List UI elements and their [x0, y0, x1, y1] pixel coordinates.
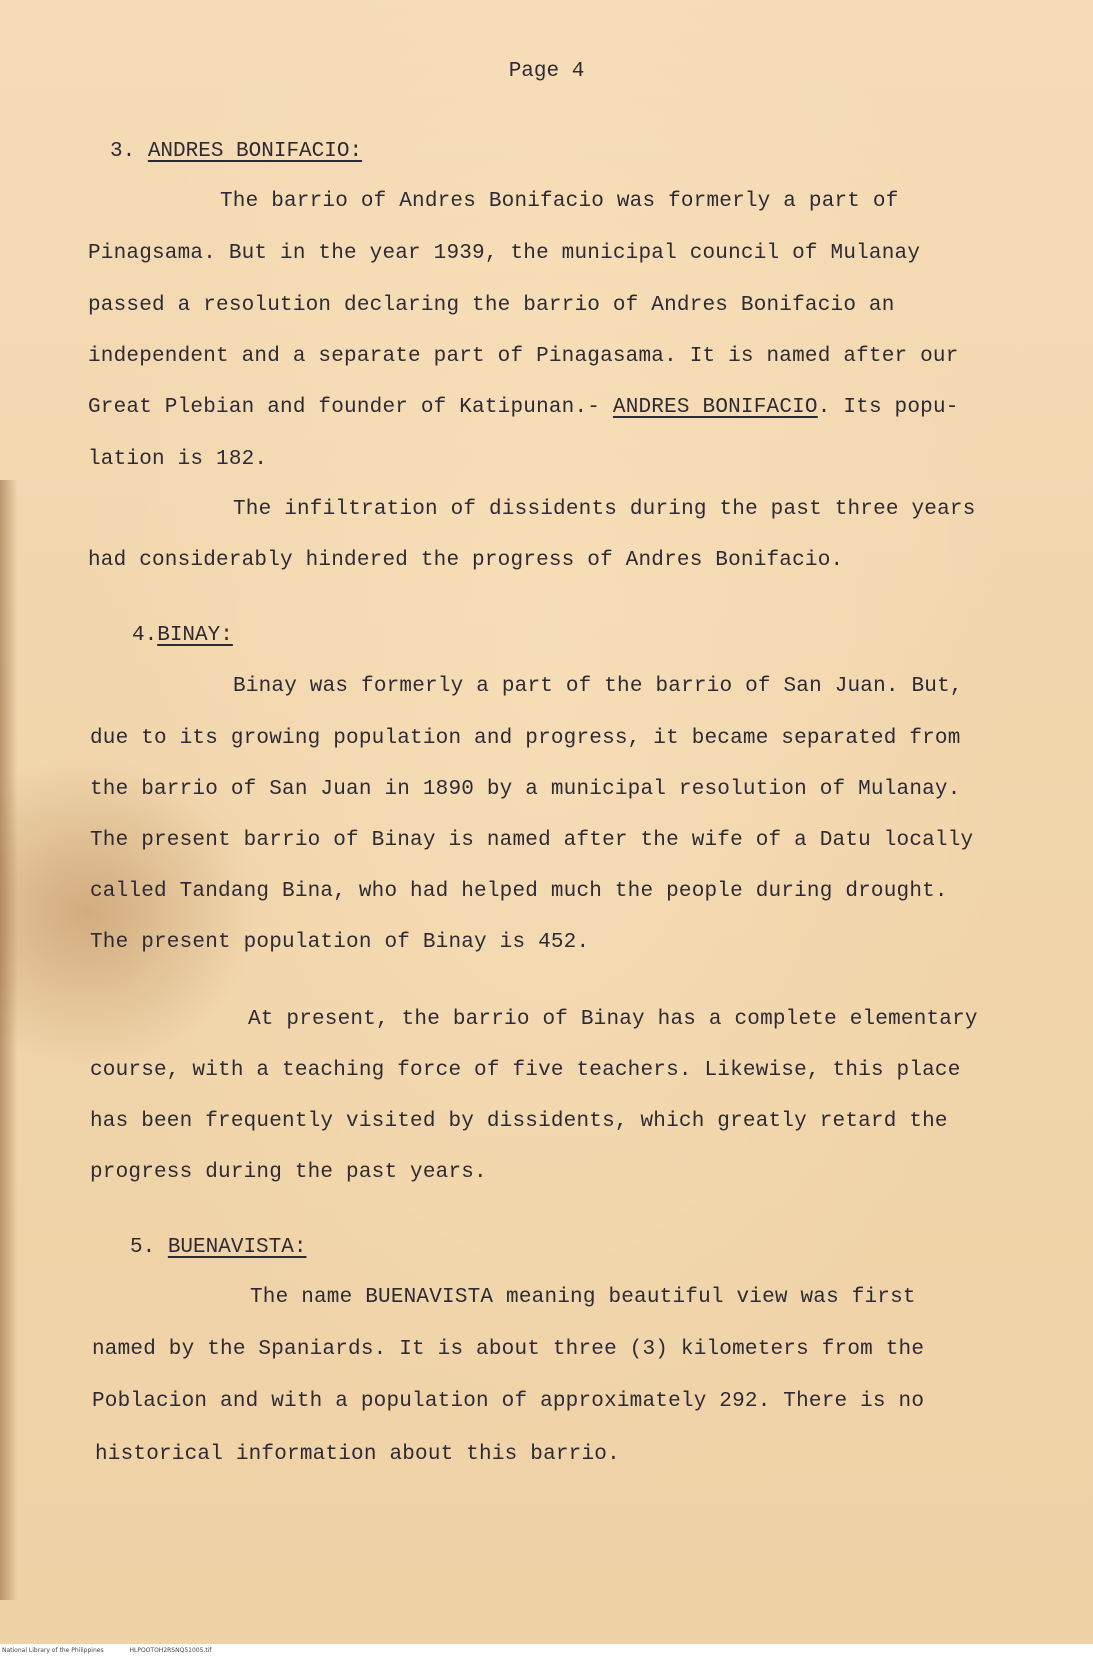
- section-heading-andres-bonifacio: [110, 140, 362, 163]
- text-line: historical information about this barrio.: [95, 1443, 620, 1466]
- text-line: named by the Spaniards. It is about three (3) kilometers from the: [92, 1338, 925, 1361]
- text-line: Binay was formerly a part of the barrio of San Juan. But,: [233, 675, 963, 698]
- text-line: At present, the barrio of Binay has a complete elementary: [248, 1008, 978, 1031]
- text-line: has been frequently visited by dissidents, which greatly retard the: [90, 1110, 948, 1133]
- text-line: The barrio of Andres Bonifacio was formerly a part of: [220, 190, 899, 213]
- text-line: The present barrio of Binay is named after the wife of a Datu locally: [90, 829, 974, 852]
- section-heading-binay: [132, 624, 233, 647]
- section-title: BINAY:: [157, 624, 233, 647]
- section-title: ANDRES BONIFACIO:: [147, 140, 363, 163]
- text-line: Poblacion and with a population of approximately 292. There is no: [92, 1390, 925, 1413]
- text-line: The name BUENAVISTA meaning beautiful view was first: [250, 1286, 916, 1309]
- text-line: passed a resolution declaring the barrio of Andres Bonifacio an: [88, 294, 895, 317]
- text-line-with-name: [88, 396, 959, 419]
- section-title: BUENAVISTA:: [167, 1236, 307, 1259]
- section-heading-buenavista: [130, 1236, 306, 1259]
- text-line: Pinagsama. But in the year 1939, the municipal council of Mulanay: [88, 242, 921, 265]
- page-number: Page 4: [508, 60, 585, 83]
- text-line: called Tandang Bina, who had helped much the people during drought.: [90, 880, 948, 903]
- underlined-name: ANDRES BONIFACIO: [612, 396, 818, 419]
- text-line: had considerably hindered the progress of Andres Bonifacio.: [88, 549, 844, 572]
- text-fragment: . Its popu-: [817, 396, 959, 419]
- scan-footer: [0, 1644, 1093, 1658]
- footer-file: HLPOOTOH2RSNQ51005.tif: [129, 1647, 212, 1654]
- text-line: progress during the past years.: [90, 1161, 487, 1184]
- text-line: the barrio of San Juan in 1890 by a municipal resolution of Mulanay.: [90, 778, 961, 801]
- text-line: The infiltration of dissidents during the past three years: [233, 498, 976, 521]
- section-number: 5.: [130, 1236, 156, 1259]
- text-line: independent and a separate part of Pinagasama. It is named after our: [88, 345, 959, 368]
- text-line: lation is 182.: [88, 448, 268, 471]
- text-line: The present population of Binay is 452.: [90, 931, 590, 954]
- section-number: 4.: [132, 624, 158, 647]
- section-number: 3.: [110, 140, 136, 163]
- text-line: course, with a teaching force of five teachers. Likewise, this place: [90, 1059, 961, 1082]
- text-fragment: Great Plebian and founder of Katipunan.-: [88, 396, 601, 419]
- text-line: due to its growing population and progress, it became separated from: [90, 727, 961, 750]
- footer-library: National Library of the Philippines: [2, 1647, 104, 1654]
- paper-edge-shadow: [0, 480, 18, 1600]
